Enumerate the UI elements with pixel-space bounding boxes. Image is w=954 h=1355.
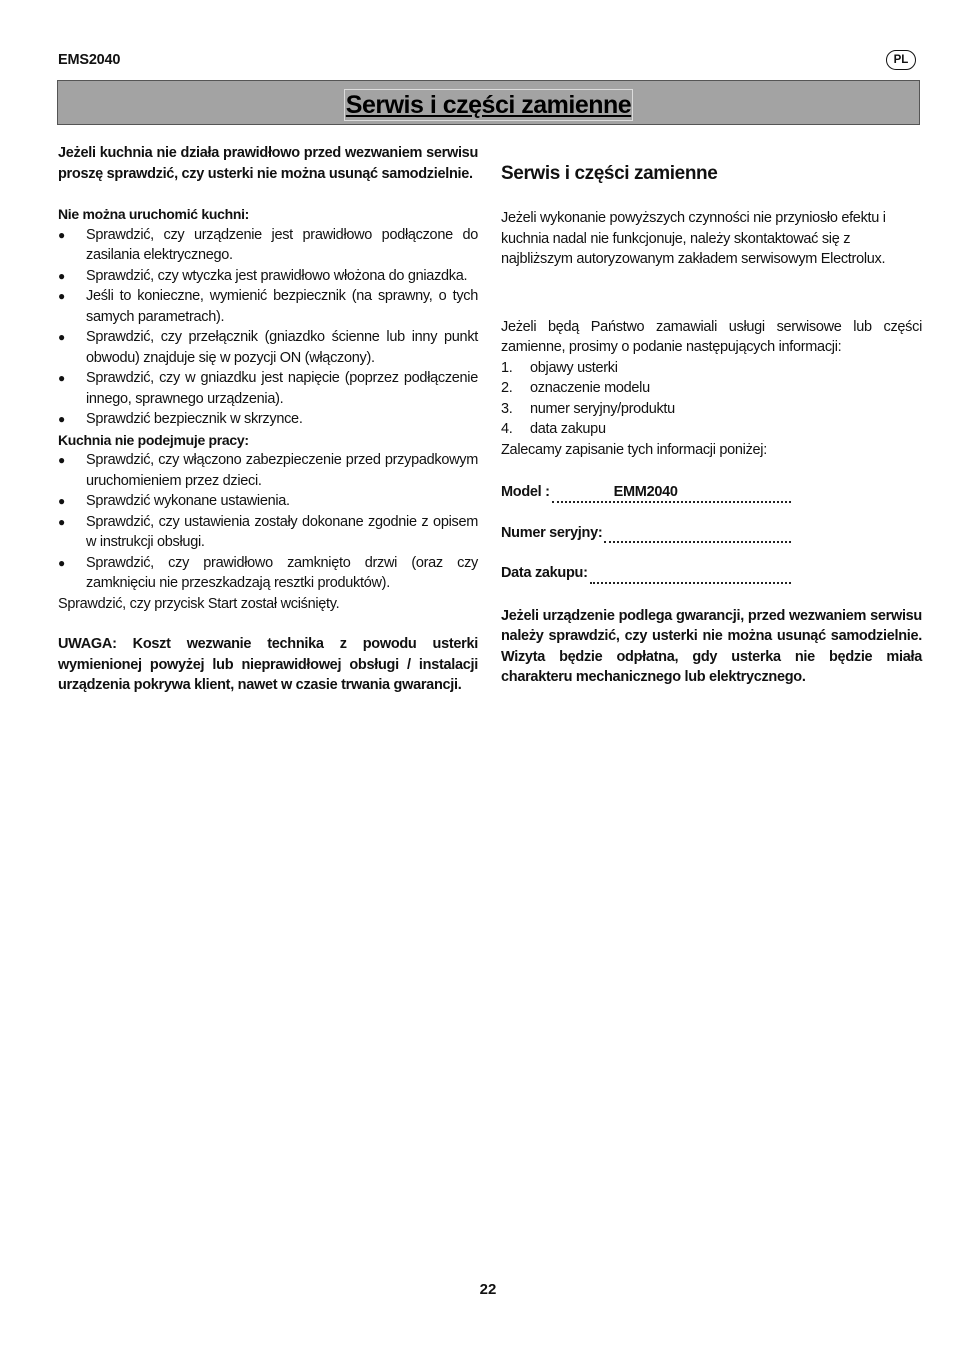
checklist-cannot-start (58, 225, 478, 430)
language-badge: PL (886, 50, 916, 70)
warranty-paragraph: Jeżeli urządzenie podlega gwarancji, przed wezwaniem serwisu należy sprawdzić, czy usterki nie można usunąć samodzielnie. Wizyta będzie odpłatna, gdy usterka nie będzie miała charakteru mechanicznego lub elektrycznego. (501, 607, 922, 685)
serial-field (501, 523, 791, 544)
list-item (58, 450, 478, 491)
list-item-text: Sprawdzić bezpiecznik w skrzynce. (86, 411, 303, 427)
order-info-paragraph: Jeżeli będą Państwo zamawiali usługi serwisowe lub części zamienne, prosimy o podanie następujących informacji: (501, 318, 922, 355)
list-item (58, 553, 478, 594)
list-item-text: Sprawdzić, czy przełącznik (gniazdko ścienne lub inny punkt obwodu) znajduje się w pozycji ON (włączony). (86, 329, 478, 366)
purchase-date-label: Data zakupu: (501, 565, 588, 581)
list-number: 4. (501, 421, 513, 437)
bullet-icon: ● (58, 330, 65, 344)
list-item (58, 327, 478, 368)
model-value: EMM2040 (613, 484, 678, 500)
bullet-icon: ● (58, 494, 65, 508)
list-item (58, 491, 478, 512)
list-item-text: numer seryjny/produktu (530, 400, 675, 417)
start-button-note: Sprawdzić, czy przycisk Start został wciśnięty. (58, 595, 340, 612)
list-number: 2. (501, 380, 513, 396)
purchase-date-field (501, 563, 791, 584)
checklist-not-working (58, 450, 478, 594)
list-item-text: data zakupu (530, 421, 606, 437)
list-item (501, 358, 922, 379)
right-column (501, 143, 922, 688)
list-number: 1. (501, 359, 513, 376)
bullet-icon: ● (58, 412, 65, 426)
spacer (58, 614, 478, 634)
service-heading: Serwis i części zamienne (501, 163, 718, 184)
list-item (58, 225, 478, 266)
list-number: 3. (501, 400, 513, 417)
bullet-icon: ● (58, 227, 65, 242)
section-heading-not-working: Kuchnia nie podejmuje pracy: (58, 431, 249, 448)
left-column (58, 143, 478, 696)
spacer (501, 584, 922, 606)
serial-label: Numer seryjny: (501, 524, 603, 541)
model-label: Model : (501, 484, 550, 500)
bullet-icon: ● (58, 514, 65, 529)
required-info-list (501, 358, 922, 440)
model-field (501, 482, 791, 503)
title-bar (57, 80, 920, 125)
list-item (501, 419, 922, 440)
spacer (501, 270, 922, 317)
spacer (501, 460, 922, 482)
list-item-text: Sprawdzić, czy prawidłowo zamknięto drzwi (oraz czy zamknięciu nie przeszkadzają resztki produktów). (86, 554, 478, 591)
bullet-icon: ● (58, 371, 65, 385)
intro-paragraph: Jeżeli kuchnia nie działa prawidłowo przed wezwaniem serwisu proszę sprawdzić, czy usterki nie można usunąć samodzielnie. (58, 145, 478, 182)
section-heading-cannot-start: Nie można uruchomić kuchni: (58, 206, 250, 222)
bullet-icon: ● (58, 268, 65, 283)
list-item (501, 399, 922, 420)
purchase-date-dotted-line (590, 566, 791, 584)
service-paragraph: Jeżeli wykonanie powyższych czynności nie przyniosło efektu i kuchnia nadal nie funkcjonuje, należy skontaktować się z najbliższym autoryzowanym zakładem serwisowym Electrolux. (501, 210, 886, 267)
list-item (58, 409, 478, 430)
spacer (501, 503, 922, 523)
list-item-text: Sprawdzić wykonane ustawienia. (86, 493, 290, 509)
list-item-text: Jeśli to konieczne, wymienić bezpiecznik (na sprawny, o tych samych parametrach). (86, 288, 478, 325)
list-item (58, 266, 478, 287)
bullet-icon: ● (58, 453, 65, 467)
recommend-note: Zalecamy zapisanie tych informacji poniżej: (501, 441, 767, 458)
spacer (501, 543, 922, 563)
list-item (501, 378, 922, 399)
list-item-text: Sprawdzić, czy włączono zabezpieczenie przed przypadkowym uruchomieniem przez dzieci. (86, 452, 478, 489)
model-dotted-line (552, 485, 791, 503)
page-number: 22 (479, 1281, 497, 1298)
list-item (58, 368, 478, 409)
list-item-text: Sprawdzić, czy ustawienia zostały dokonane zgodnie z opisem w instrukcji obsługi. (86, 513, 478, 550)
bullet-icon: ● (58, 555, 65, 570)
model-code: EMS2040 (58, 52, 121, 68)
spacer (58, 184, 478, 204)
list-item-text: Sprawdzić, czy w gniazdku jest napięcie (poprzez podłączenie innego, sprawnego urządzenia). (86, 370, 478, 407)
list-item-text: Sprawdzić, czy urządzenie jest prawidłowo podłączone do zasilania elektrycznego. (86, 226, 478, 263)
serial-dotted-line (604, 525, 791, 543)
list-item-text: objawy usterki (530, 359, 618, 376)
page-title: Serwis i części zamienne (345, 91, 632, 119)
list-item (58, 286, 478, 327)
list-item (58, 512, 478, 553)
bullet-icon: ● (58, 289, 65, 303)
list-item-text: Sprawdzić, czy wtyczka jest prawidłowo włożona do gniazdka. (86, 267, 468, 284)
warning-paragraph: UWAGA: Koszt wezwanie technika z powodu usterki wymienionej powyżej lub nieprawidłowej obsługi / instalacji urządzenia pokrywa klient, nawet w czasie trwania gwarancji. (58, 636, 478, 693)
list-item-text: oznaczenie modelu (530, 380, 650, 396)
